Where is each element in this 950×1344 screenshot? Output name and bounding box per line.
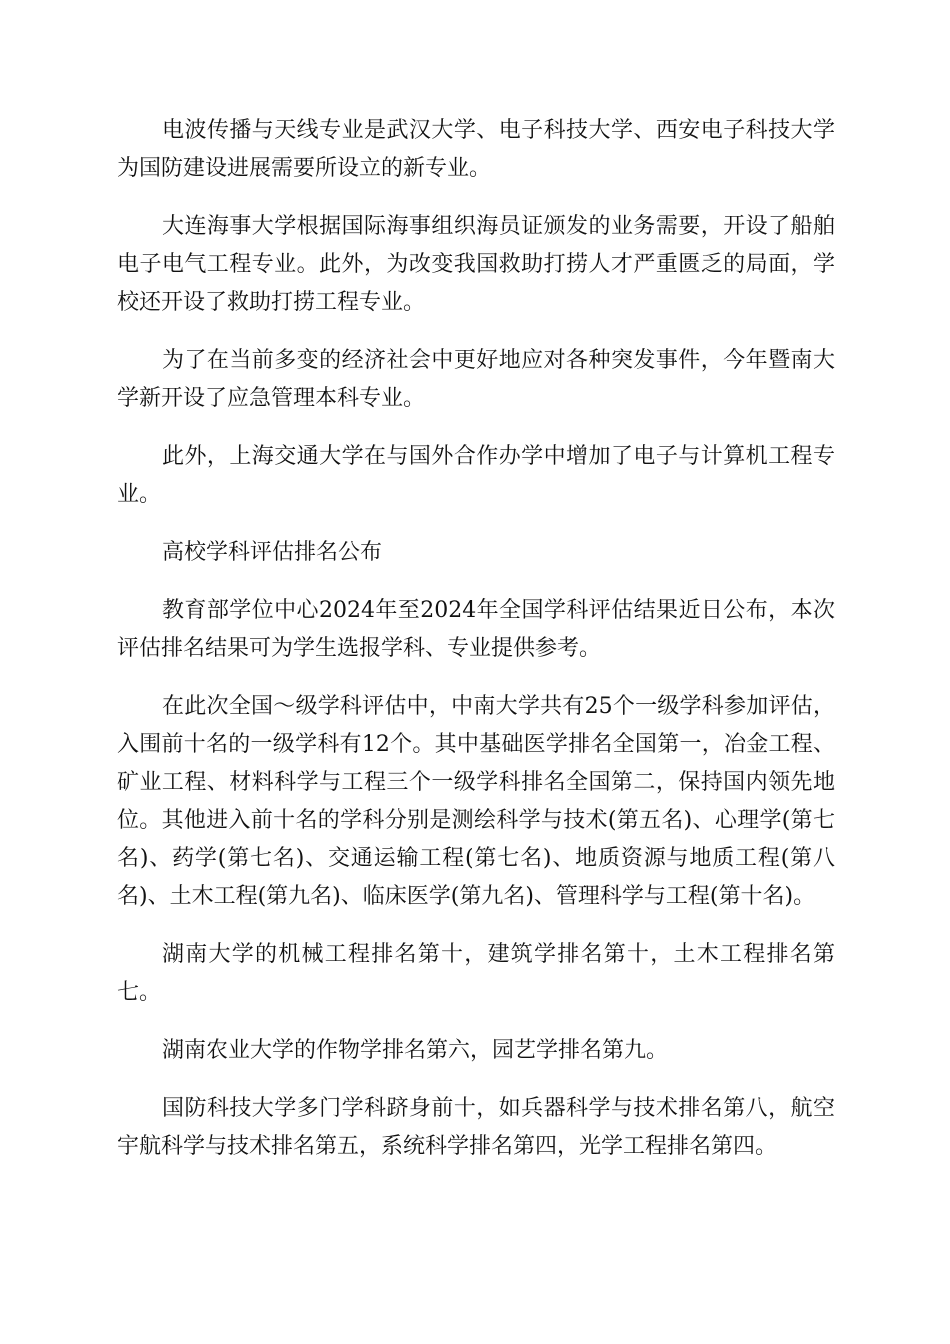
paragraph-csu-ranking: 在此次全国～级学科评估中，中南大学共有25个一级学科参加评估，入围前十名的一级学科有12个。其中基础医学排名全国第一，冶金工程、矿业工程、材料科学与工程三个一级学科排名全国第二，保持国内领先地位。其他进入前十名的学科分别是测绘科学与技术(第五名)、心理学(第七名)、药学(第七名)、交通运输工程(第七名)、地质资源与地质工程(第八名)、土木工程(第九名)、临床医学(第九名)、管理科学与工程(第十名)。 (117, 694, 835, 909)
paragraph-nudt-ranking: 国防科技大学多门学科跻身前十，如兵器科学与技术排名第八，航空宇航科学与技术排名第五，系统科学排名第四，光学工程排名第四。 (117, 1096, 835, 1159)
paragraph-sjtu-ece: 此外，上海交通大学在与国外合作办学中增加了电子与计算机工程专业。 (117, 444, 835, 507)
document-page (117, 112, 835, 1186)
paragraph-evaluation-intro: 教育部学位中心2024年至2024年全国学科评估结果近日公布，本次评估排名结果可为学生选报学科、专业提供参考。 (117, 598, 835, 661)
paragraph-dalian-maritime: 大连海事大学根据国际海事组织海员证颁发的业务需要，开设了船舶电子电气工程专业。此外，为改变我国救助打捞人才严重匮乏的局面，学校还开设了救助打捞工程专业。 (117, 214, 835, 315)
paragraph-jinan-emergency: 为了在当前多变的经济社会中更好地应对各种突发事件，今年暨南大学新开设了应急管理本科专业。 (117, 348, 835, 411)
paragraph-hunau-ranking: 湖南农业大学的作物学排名第六，园艺学排名第九。 (162, 1038, 669, 1063)
paragraph-antenna-major: 电波传播与天线专业是武汉大学、电子科技大学、西安电子科技大学为国防建设进展需要所设立的新专业。 (117, 118, 835, 181)
paragraph-hnu-ranking: 湖南大学的机械工程排名第十，建筑学排名第十，土木工程排名第七。 (117, 942, 835, 1005)
section-heading-ranking: 高校学科评估排名公布 (162, 540, 383, 565)
